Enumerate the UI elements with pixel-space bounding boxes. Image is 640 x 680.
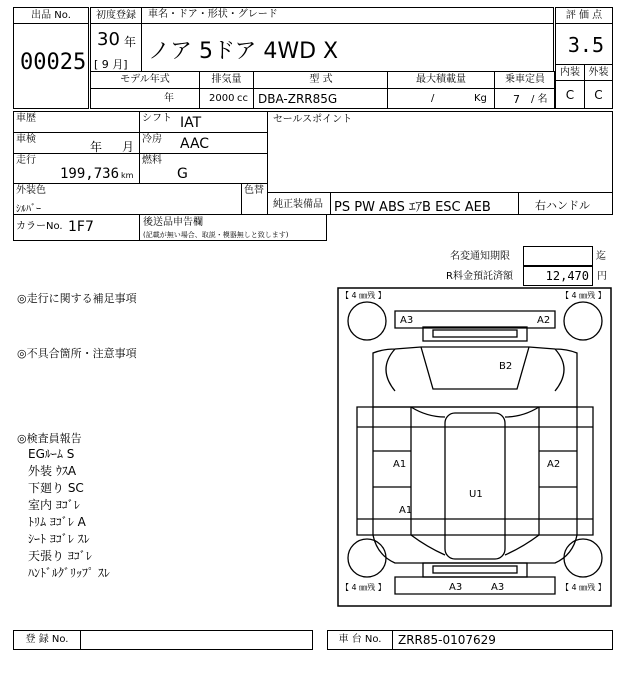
inspection-label: 車検 — [16, 134, 36, 145]
grade-label: 評 価 点 — [565, 9, 603, 21]
defect-notes-label: ◎不具合箇所・注意事項 — [17, 347, 137, 360]
rear-bumper — [395, 577, 555, 594]
grade-value: 3.5 — [567, 33, 604, 57]
chassis-label: 車 台 No. — [338, 634, 382, 645]
tire-front-right — [564, 302, 602, 340]
tire-rl-label: 【 4 ㎜残 】 — [341, 583, 386, 592]
car-damage-diagram — [337, 287, 613, 609]
inspector-line: 天張り ﾖｺﾞﾚ — [28, 549, 92, 563]
equipment-value: PS PW ABS ｴｱB ESC AEB — [334, 200, 491, 215]
ac-label: 冷房 — [142, 134, 162, 145]
ext-color-value: ｼﾙﾊﾞｰ — [16, 204, 41, 215]
inspection-cell — [13, 132, 140, 154]
fuel-label: 燃料 — [142, 155, 162, 166]
displacement-cell — [199, 88, 254, 109]
lot-number-cell — [13, 23, 89, 109]
interior-value: C — [565, 87, 575, 102]
reg-no-value-cell[interactable] — [80, 630, 313, 650]
capacity-value: 7 — [513, 93, 520, 106]
driving-notes-label: ◎走行に関する補足事項 — [17, 292, 137, 305]
inspector-report-lines — [28, 445, 110, 581]
roof — [445, 413, 505, 559]
max-load-label: 最大積載量 — [387, 71, 495, 89]
tire-fr-label: 【 4 ㎜残 】 — [561, 291, 606, 300]
sales-point-cell — [267, 111, 613, 193]
tire-front-left — [348, 302, 386, 340]
fuel-value: G — [177, 166, 188, 182]
car-name-label-cell — [141, 7, 554, 24]
displacement-value: 2000 — [209, 93, 235, 104]
car-name-cell — [141, 23, 554, 72]
first-reg-label-cell — [90, 7, 142, 24]
mark-hood: B2 — [499, 361, 513, 372]
max-load-cell — [387, 88, 495, 109]
car-name: ノア 5ドア 4WD X — [148, 39, 339, 64]
name-change-box[interactable] — [523, 246, 593, 266]
inspector-line: ｼｰﾄ ﾖｺﾞﾚ ｽﾚ — [28, 532, 90, 546]
equipment-cell — [267, 192, 613, 215]
ext-color-cell — [13, 183, 242, 215]
mileage-value: 199,736 — [60, 166, 120, 182]
first-reg-year-unit: 年 — [124, 35, 137, 49]
car-name-label: 車名・ドア・形状・グレード — [148, 9, 278, 20]
mark-right-front-door: A2 — [547, 459, 561, 470]
inspector-line: 下廻り SC — [28, 481, 84, 495]
inspection-month-unit: 月 — [122, 140, 135, 154]
mark-front-bumper-left: A3 — [400, 315, 414, 326]
inspector-line: ﾄﾘﾑ ﾖｺﾞﾚ A — [28, 515, 86, 529]
equipment-label: 純正装備品 — [273, 199, 323, 210]
reg-no-label-cell — [13, 630, 81, 650]
front-bumper — [395, 311, 555, 328]
grade-label-cell — [555, 7, 613, 24]
hood — [373, 347, 577, 407]
interior-label-cell — [555, 64, 585, 81]
inspector-line: EGﾙｰﾑ S — [28, 447, 75, 461]
exterior-label: 外装 — [588, 66, 609, 78]
model-year-unit: 年 — [164, 93, 174, 104]
mark-front-bumper-right: A2 — [537, 315, 551, 326]
grade-value-cell — [555, 23, 613, 65]
lot-number: 00025 — [20, 50, 87, 75]
name-change-label: 名変通知期限 — [450, 251, 510, 262]
max-load-unit: Kg — [474, 93, 487, 104]
rear-report-label: 後送品申告欄 — [143, 217, 203, 228]
fuel-cell — [139, 153, 268, 184]
color-no-value: 1F7 — [68, 219, 94, 235]
reg-no-label: 登 録 No. — [25, 634, 69, 645]
exterior-label-cell — [584, 64, 613, 81]
recycle-value: 12,470 — [545, 269, 589, 283]
mark-left-front-door: A1 — [393, 459, 407, 470]
recycle-box — [523, 266, 593, 286]
type-label: 型 式 — [309, 74, 333, 85]
inspector-line: 室内 ﾖｺﾞﾚ — [28, 498, 80, 512]
inspector-report-label: ◎検査員報告 — [17, 432, 82, 445]
shift-cell — [139, 111, 268, 133]
shift-label: シフト — [142, 113, 172, 124]
ac-cell — [139, 132, 268, 154]
rear-plate — [423, 563, 527, 577]
color-change-cell — [241, 183, 268, 215]
recycle-label: R料金預託済額 — [446, 271, 513, 282]
rear-report-cell — [139, 214, 327, 241]
model-year-label: モデル年式 — [120, 74, 170, 85]
displacement-unit: cc — [237, 93, 248, 104]
tire-rear-left — [348, 539, 386, 577]
inspector-line: 外装 ｳｽA — [28, 464, 77, 478]
exterior-value: C — [594, 87, 603, 102]
history-cell — [13, 111, 140, 133]
chassis-label-cell — [327, 630, 393, 650]
first-reg-year: 30 — [97, 29, 120, 50]
body-outline — [357, 407, 593, 535]
mark-rear-bumper-left: A3 — [449, 582, 463, 593]
interior-label: 内装 — [560, 66, 580, 78]
name-change-unit: 迄 — [596, 251, 606, 262]
capacity-label: 乗車定員 — [505, 74, 545, 85]
displacement-label: 排気量 — [199, 71, 254, 89]
history-label: 車歴 — [16, 113, 36, 124]
rear-report-note: (記載が無い場合、取説・模器無しと致します) — [143, 231, 289, 239]
shift-value: IAT — [180, 115, 202, 131]
exterior-value-cell — [584, 80, 613, 109]
first-reg-label: 初度登録 — [96, 9, 136, 21]
mark-roof: U1 — [469, 489, 483, 500]
chassis-value: ZRR85-0107629 — [398, 633, 496, 647]
tire-fl-label: 【 4 ㎜残 】 — [341, 291, 386, 300]
color-no-cell — [13, 214, 140, 241]
recycle-unit: 円 — [597, 271, 607, 282]
color-change-label: 色替 — [244, 185, 264, 196]
year-cell — [90, 23, 142, 72]
handle-value: 右ハンドル — [535, 199, 590, 212]
mark-rear-bumper-right: A3 — [491, 582, 505, 593]
capacity-unit: / 名 — [531, 94, 548, 105]
color-no-label: カラーNo. — [16, 221, 63, 232]
first-reg-month: [ 9 月] — [94, 58, 128, 71]
mileage-cell — [13, 153, 140, 184]
lot-label-cell — [13, 7, 89, 24]
interior-value-cell — [555, 80, 585, 109]
type-value: DBA-ZRR85G — [258, 92, 338, 106]
max-load-value: / — [431, 93, 435, 104]
inspector-line: ﾊﾝﾄﾞﾙｸﾞﾘｯﾌﾟ ｽﾚ — [28, 566, 110, 580]
sales-point-label: セールスポイント — [273, 114, 353, 125]
tire-rr-label: 【 4 ㎜残 】 — [561, 583, 606, 592]
inspection-year-unit: 年 — [90, 140, 103, 154]
tire-rear-right — [564, 539, 602, 577]
ac-value: AAC — [180, 136, 210, 152]
chassis-value-cell — [392, 630, 613, 650]
ext-color-label: 外装色 — [16, 185, 46, 196]
lot-label: 出品 No. — [31, 9, 71, 21]
front-plate — [423, 327, 527, 341]
mileage-label: 走行 — [16, 155, 36, 166]
mark-left-rear-door: A1 — [399, 505, 413, 516]
mileage-unit: km — [121, 171, 134, 180]
